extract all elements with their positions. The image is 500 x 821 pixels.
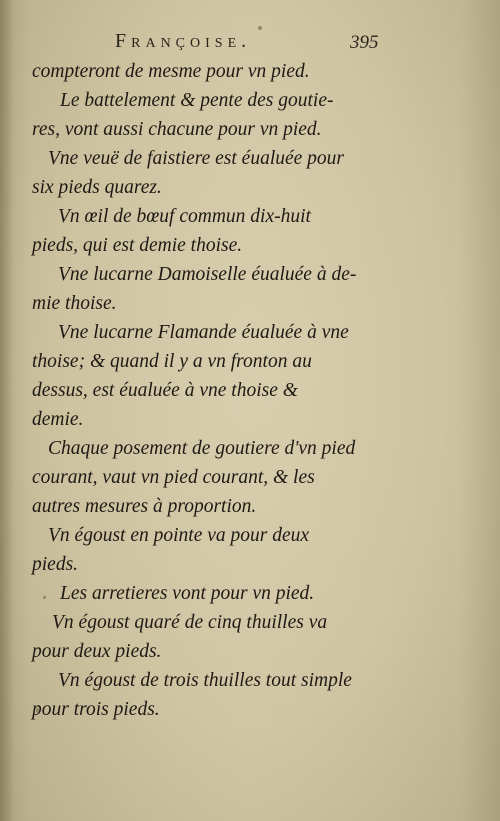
- text-line: Vne lucarne Damoiselle éualuée à de-: [58, 264, 357, 285]
- text-line: pour trois pieds.: [32, 699, 160, 720]
- page-number: 395: [350, 32, 379, 53]
- text-line: dessus, est éualuée à vne thoise &: [32, 380, 298, 401]
- ink-speck: [43, 596, 46, 599]
- text-line: Vn égoust en pointe va pour deux: [48, 525, 310, 546]
- running-title: Françoise.: [115, 30, 252, 52]
- text-line: Le battelement & pente des goutie-: [60, 90, 334, 111]
- text-line: mie thoise.: [32, 293, 117, 314]
- text-line: compteront de mesme pour vn pied.: [32, 61, 310, 82]
- text-line: Les arretieres vont pour vn pied.: [60, 583, 315, 604]
- text-line: Vne veuë de faistiere est éualuée pour: [48, 148, 345, 169]
- text-line: demie.: [32, 409, 84, 430]
- text-line: Vne lucarne Flamande éualuée à vne: [58, 322, 349, 343]
- text-line: thoise; & quand il y a vn fronton au: [32, 351, 312, 372]
- text-line: Chaque posement de goutiere d'vn pied: [48, 438, 356, 459]
- page-header: [0, 30, 500, 60]
- text-line: res, vont aussi chacune pour vn pied.: [32, 119, 322, 140]
- text-line: pour deux pieds.: [32, 641, 162, 662]
- text-line: pieds.: [32, 554, 79, 575]
- text-line: autres mesures à proportion.: [32, 496, 257, 517]
- page-edge-shadow: [0, 0, 14, 821]
- text-line: Vn égoust de trois thuilles tout simple: [58, 670, 352, 691]
- text-line: six pieds quarez.: [32, 177, 162, 198]
- text-line: Vn égoust quaré de cinq thuilles va: [52, 612, 328, 633]
- text-line: Vn œil de bœuf commun dix-huit: [58, 206, 311, 227]
- text-line: courant, vaut vn pied courant, & les: [32, 467, 315, 488]
- text-line: pieds, qui est demie thoise.: [32, 235, 243, 256]
